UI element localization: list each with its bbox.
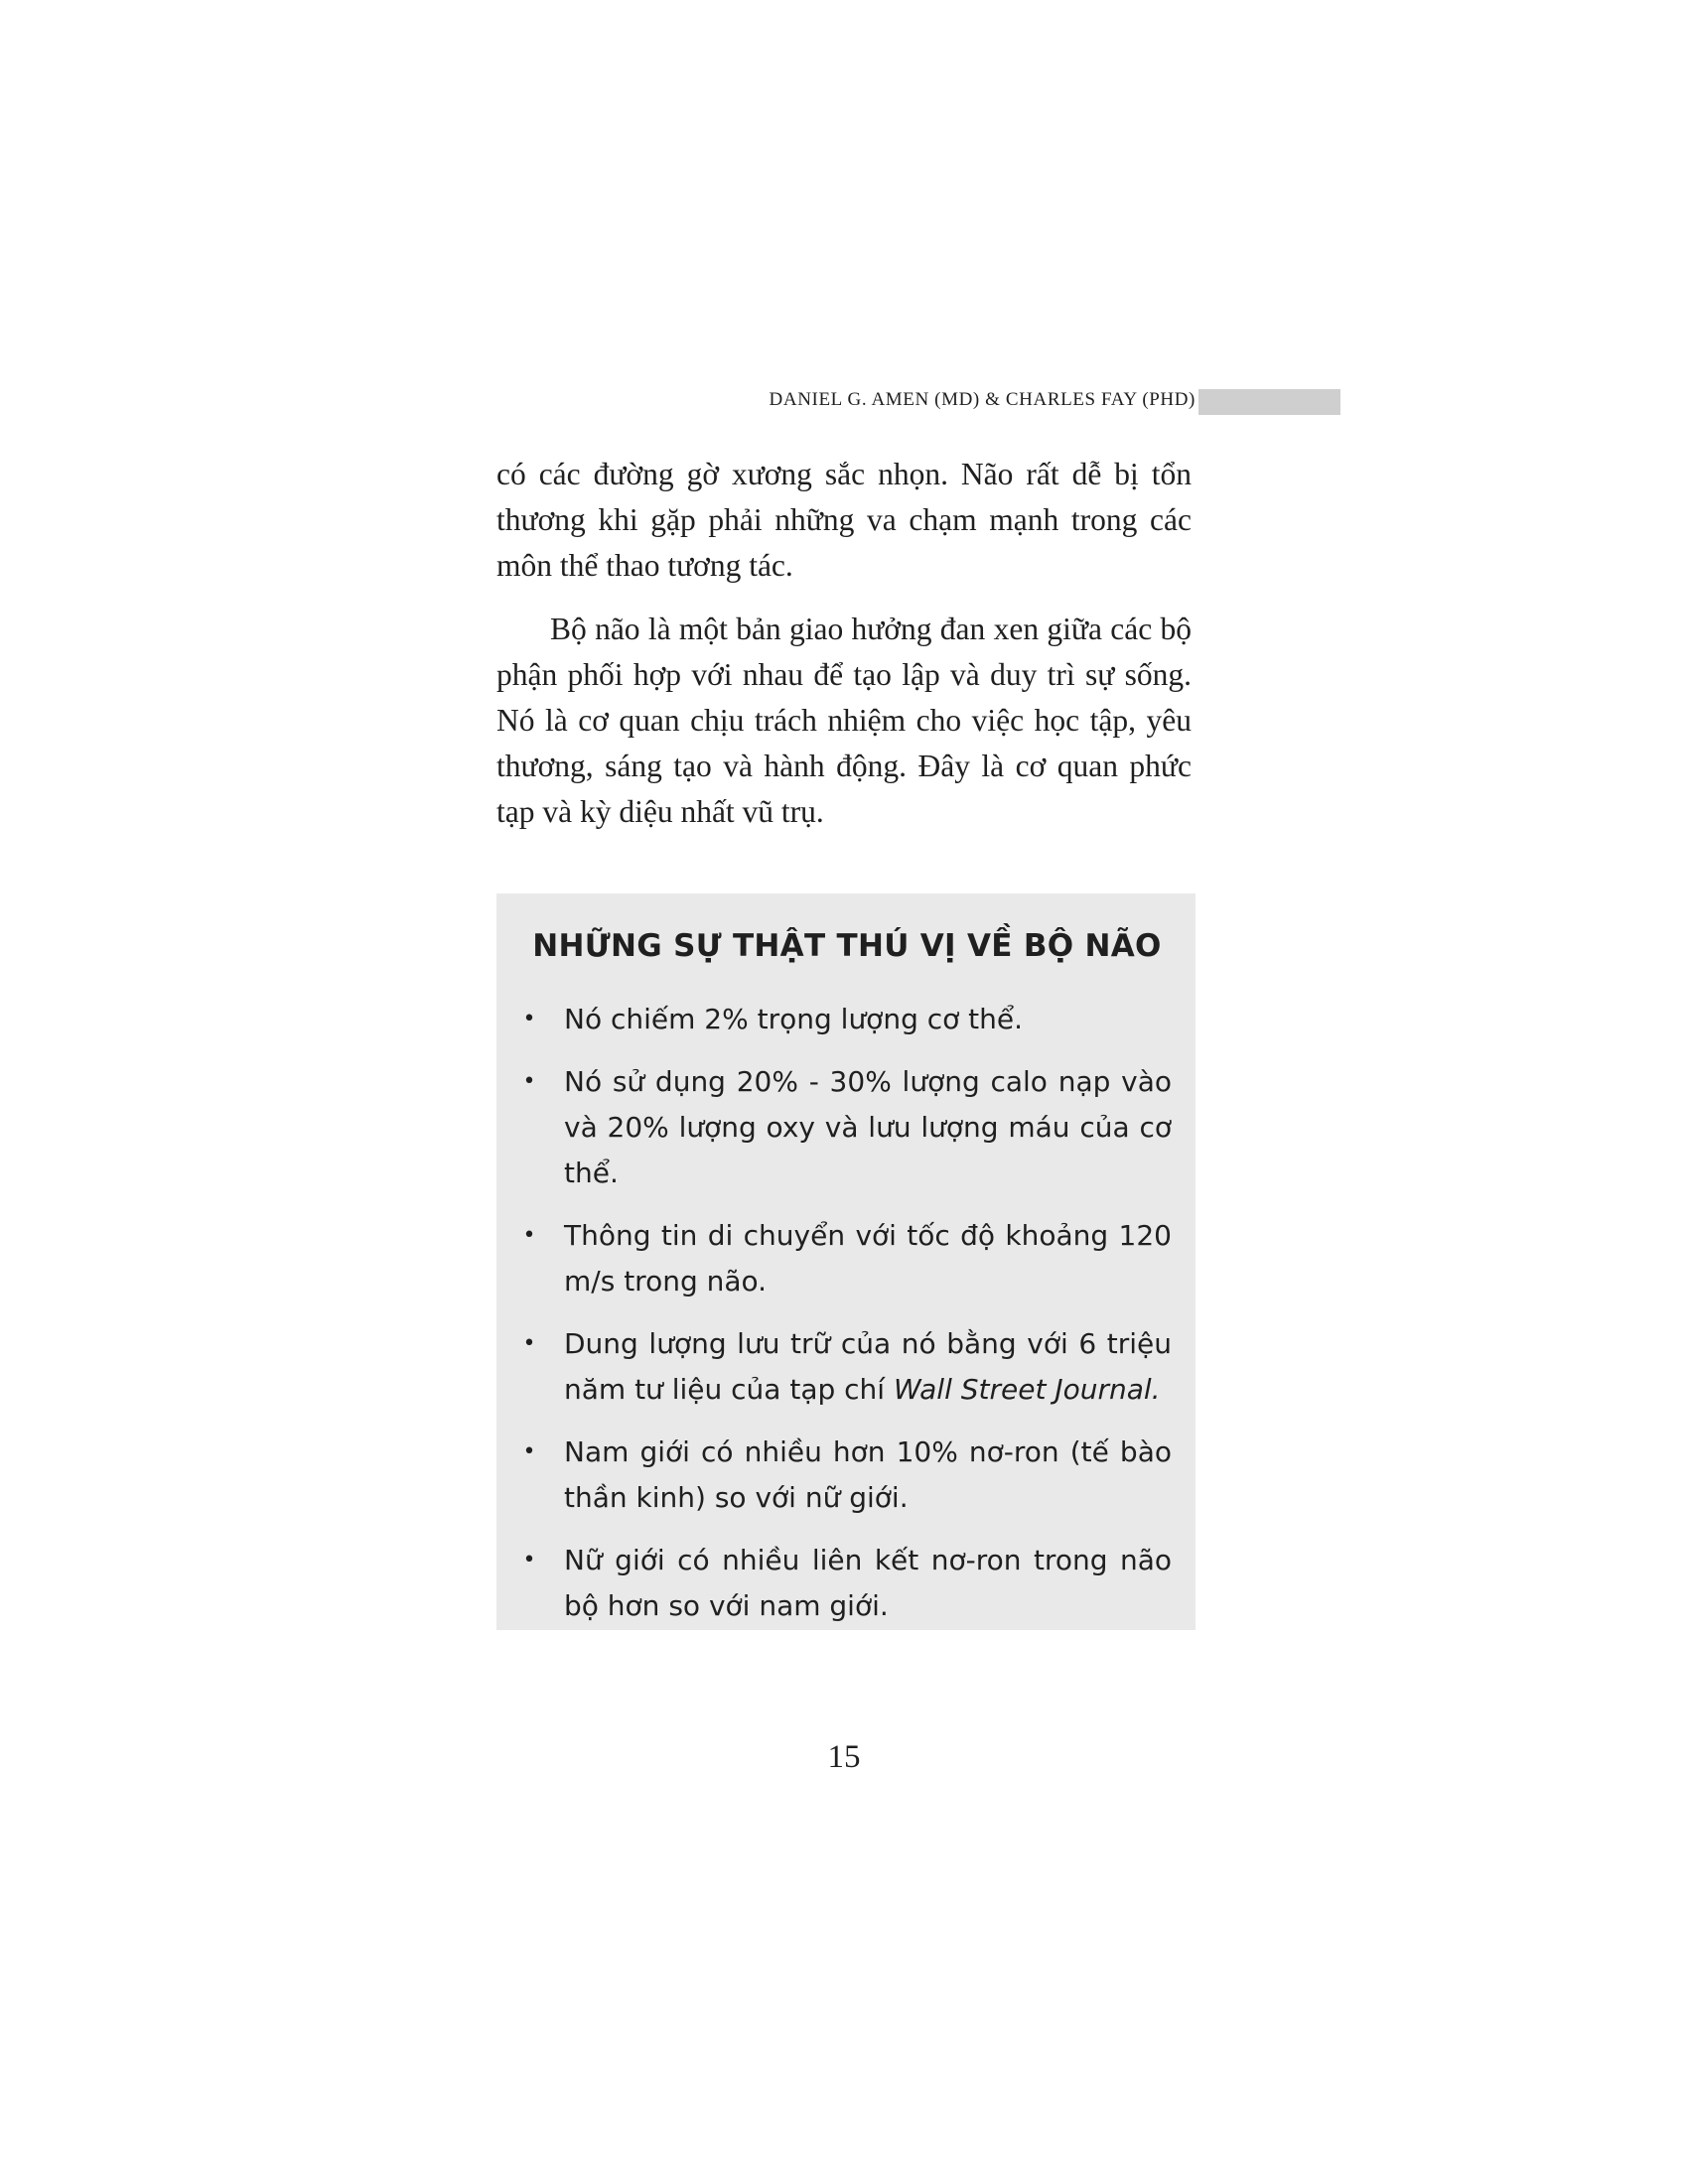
fact-box-title: NHỮNG SỰ THẬT THÚ VỊ VỀ BỘ NÃO: [532, 928, 1162, 964]
bullet-icon: •: [522, 1331, 536, 1356]
header-tab-bar: [1198, 389, 1340, 415]
fact-item: [522, 1538, 1172, 1629]
journal-title: Wall Street Journal.: [893, 1373, 1161, 1406]
body-text: [496, 452, 1192, 853]
bullet-icon: •: [522, 1007, 536, 1031]
bullet-icon: •: [522, 1223, 536, 1248]
fact-box: [496, 893, 1196, 1630]
page-number: 15: [827, 1739, 861, 1775]
fact-text: [564, 1321, 1172, 1413]
bullet-icon: •: [522, 1439, 536, 1464]
fact-text: Nó sử dụng 20% - 30% lượng calo nạp vào và 20% lượng oxy và lưu lượng máu của cơ thể.: [564, 1065, 1172, 1189]
fact-text: Thông tin di chuyển với tốc độ khoảng 120 m/s trong não.: [564, 1219, 1172, 1297]
fact-text-main: Dung lượng lưu trữ của nó bằng với 6 triệu năm tư liệu của tạp chí: [564, 1327, 1172, 1406]
author-names: DANIEL G. AMEN (MD) & CHARLES FAY (PHD): [769, 389, 1196, 410]
fact-item: [522, 997, 1172, 1042]
paragraph-brain-symphony: Bộ não là một bản giao hưởng đan xen giữa các bộ phận phối hợp với nhau để tạo lập và duy trì sự sống. Nó là cơ quan chịu trách nhiệm cho việc học tập, yêu thương, sáng tạo và hành động. Đây là cơ quan phức tạp và kỳ diệu nhất vũ trụ.: [496, 612, 1192, 829]
fact-text: Nữ giới có nhiều liên kết nơ-ron trong não bộ hơn so với nam giới.: [564, 1544, 1172, 1622]
fact-item: [522, 1213, 1172, 1304]
bullet-icon: •: [522, 1069, 536, 1094]
running-header: [496, 381, 1340, 431]
paragraph-continuation: có các đường gờ xương sắc nhọn. Não rất dễ bị tổn thương khi gặp phải những va chạm mạnh trong các môn thể thao tương tác.: [496, 457, 1192, 583]
bullet-icon: •: [522, 1548, 536, 1572]
fact-text: Nam giới có nhiều hơn 10% nơ-ron (tế bào thần kinh) so với nữ giới.: [564, 1435, 1172, 1514]
fact-text: Nó chiếm 2% trọng lượng cơ thể.: [564, 1003, 1024, 1035]
fact-item: [522, 1059, 1172, 1196]
fact-item: [522, 1430, 1172, 1521]
fact-list: [522, 997, 1172, 1629]
fact-item: [522, 1321, 1172, 1413]
